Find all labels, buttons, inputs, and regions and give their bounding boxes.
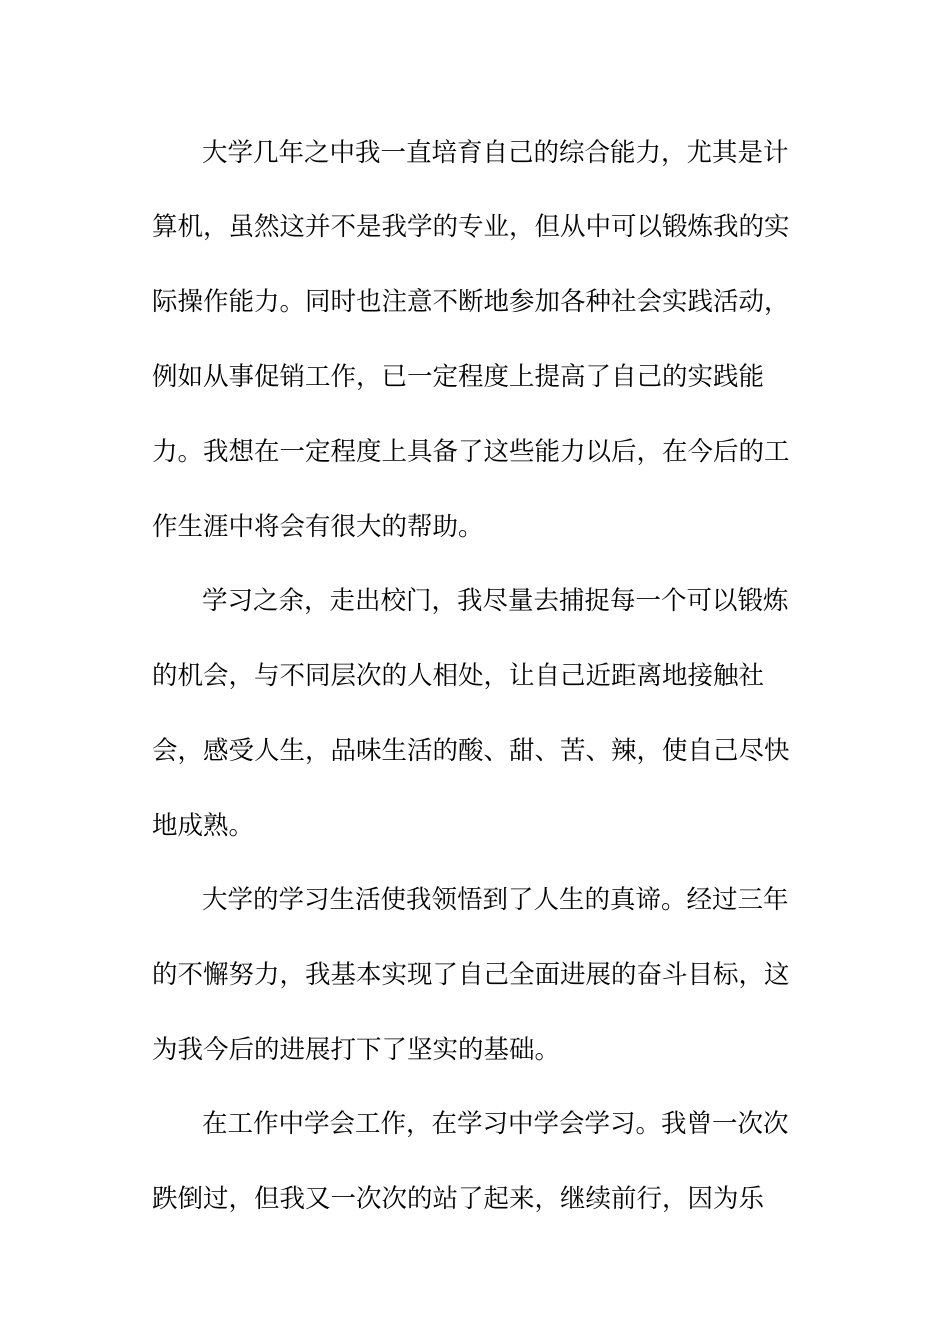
paragraph-1-line-3: 际操作能力。同时也注意不断地参加各种社会实践活动， [152, 287, 790, 317]
paragraph-3-line-3: 为我今后的进展打下了坚实的基础。 [152, 1035, 561, 1065]
paragraph-1-line-4: 例如从事促销工作，已一定程度上提高了自己的实践能 [152, 362, 765, 392]
paragraph-1-line-6: 作生涯中将会有很大的帮助。 [152, 512, 484, 542]
paragraph-1-line-1: 大学几年之中我一直培育自己的综合能力，尤其是计 [202, 138, 789, 168]
paragraph-3-line-1: 大学的学习生活使我领悟到了人生的真谛。经过三年 [202, 885, 789, 915]
paragraph-3-line-2: 的不懈努力，我基本实现了自己全面进展的奋斗目标，这 [152, 960, 790, 990]
paragraph-2-line-2: 的机会，与不同层次的人相处，让自己近距离地接触社 [152, 661, 765, 691]
paragraph-1-line-2: 算机，虽然这并不是我学的专业，但从中可以锻炼我的实 [152, 212, 790, 242]
paragraph-4-line-2: 跌倒过，但我又一次次的站了起来，继续前行，因为乐 [152, 1184, 765, 1214]
paragraph-1-line-5: 力。我想在一定程度上具备了这些能力以后，在今后的工 [152, 437, 790, 467]
paragraph-2-line-1: 学习之余，走出校门，我尽量去捕捉每一个可以锻炼 [202, 586, 789, 616]
paragraph-2-line-4: 地成熟。 [152, 811, 255, 841]
paragraph-2-line-3: 会，感受人生，品味生活的酸、甜、苦、辣，使自己尽快 [152, 736, 790, 766]
paragraph-4-line-1: 在工作中学会工作，在学习中学会学习。我曾一次次 [202, 1109, 789, 1139]
